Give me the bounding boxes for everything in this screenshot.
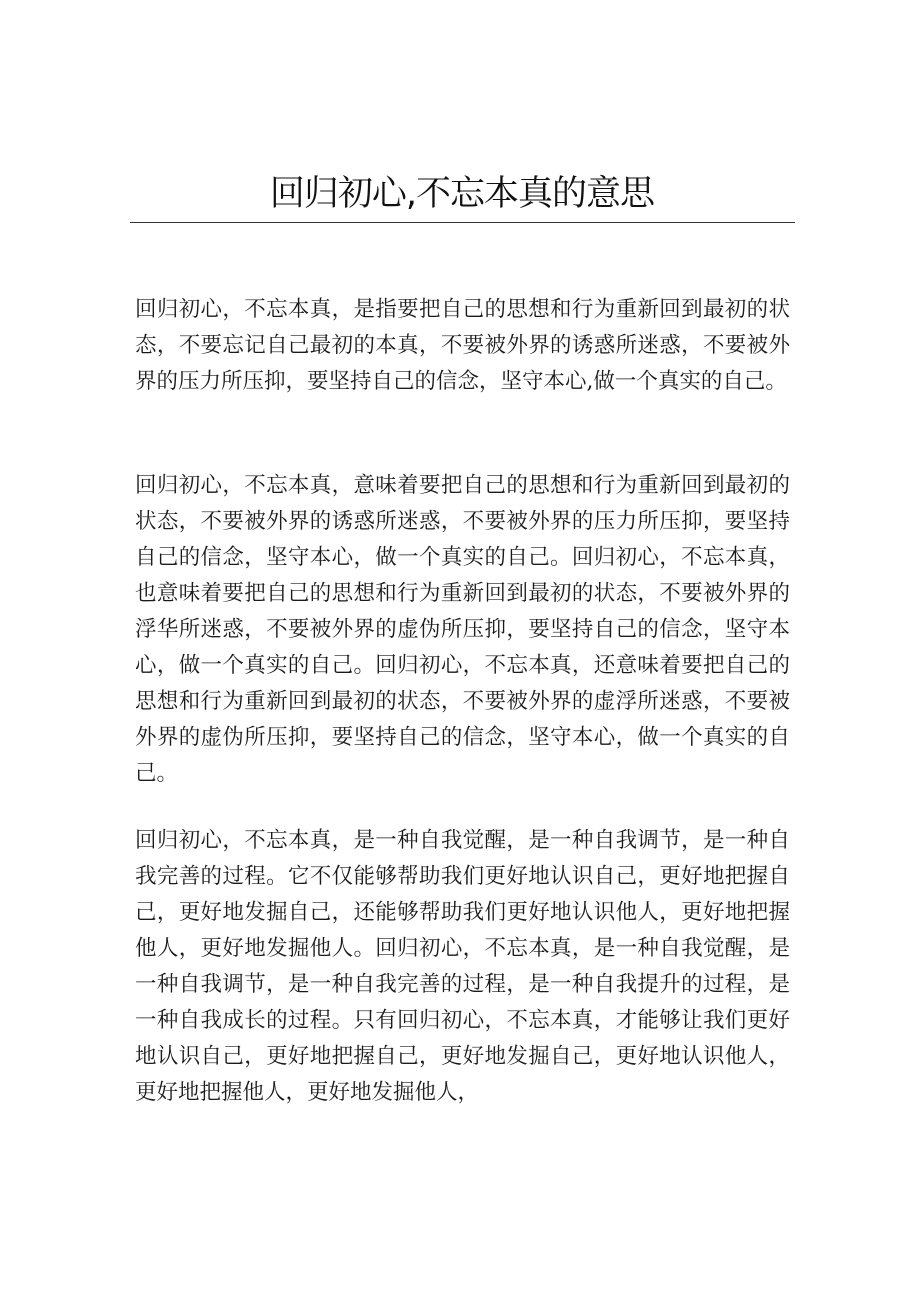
paragraph-3: 回归初心，不忘本真，是一种自我觉醒，是一种自我调节，是一种自我完善的过程。它不仅能够帮助我们更好地认识自己，更好地把握自己，更好地发掘自己，还能够帮助我们更好地认识他人，更好地把握他人，更好地发掘他人。回归初心，不忘本真，是一种自我觉醒，是一种自我调节，是一种自我完善的过程，是一种自我提升的过程，是一种自我成长的过程。只有回归初心，不忘本真，才能够让我们更好地认识自己，更好地把握自己，更好地发掘自己，更好地认识他人，更好地把握他人，更好地发掘他人， <box>135 828 790 1105</box>
document-title: 回归初心,不忘本真的意思 <box>269 174 655 214</box>
paragraph-2: 回归初心，不忘本真，意味着要把自己的思想和行为重新回到最初的状态，不要被外界的诱惑所迷惑，不要被外界的压力所压抑，要坚持自己的信念，坚守本心，做一个真实的自己。回归初心，不忘本真，也意味着要把自己的思想和行为重新回到最初的状态，不要被外界的浮华所迷惑，不要被外界的虚伪所压抑，要坚持自己的信念，坚守本心，做一个真实的自己。回归初心，不忘本真，还意味着要把自己的思想和行为重新回到最初的状态，不要被外界的虚浮所迷惑，不要被外界的虚伪所压抑，要坚持自己的信念，坚守本心，做一个真实的自己。 <box>135 473 790 786</box>
title-underline <box>130 222 795 223</box>
paragraph-1: 回归初心，不忘本真，是指要把自己的思想和行为重新回到最初的状态，不要忘记自己最初的本真，不要被外界的诱惑所迷惑，不要被外界的压力所压抑，要坚持自己的信念，坚守本心,做一个真实的自己。 <box>135 297 790 394</box>
